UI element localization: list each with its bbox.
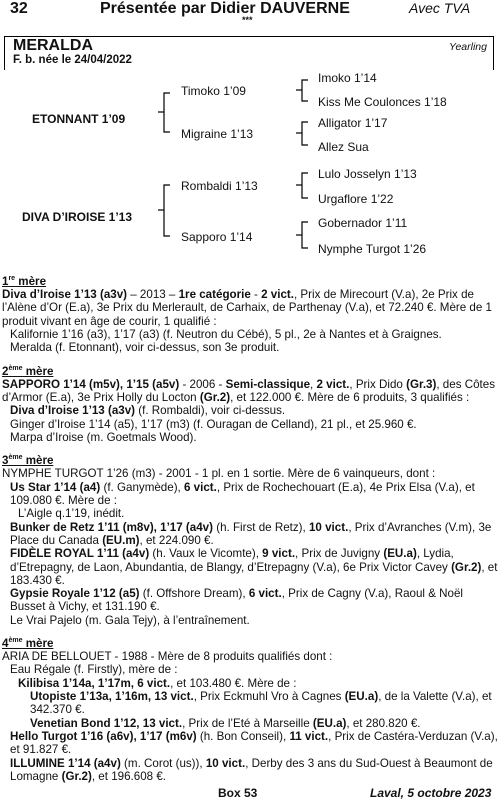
dam-3-produce-5: Le Vrai Pajelo (m. Gala Tejy), à l’entraînement. — [10, 613, 250, 627]
dam-3-entry: NYMPHE TURGOT 1’26 (m3) - 2001 - 1 pl. en 1 sortie. Mère de 6 vainqueurs, dont : — [2, 467, 436, 481]
dam-4-greatgrandproduce-2: Venetian Bond 1’12, 13 vict., Prix de l’Eté à Marseille (EU.a), et 280.820 €. — [30, 716, 421, 730]
dd-sire: Gobernador 1’11 — [318, 216, 408, 230]
ds-sire: Lulo Josselyn 1’13 — [318, 167, 417, 181]
dam-2-produce-3: Marpa d’Iroise (m. Goetmals Wood). — [10, 430, 197, 444]
sale-date: Laval, 5 octobre 2023 — [370, 786, 492, 800]
dam-3-grandproduce: L’Aigle q.1’19, inédit. — [18, 507, 125, 521]
ss-sire: Imoko 1’14 — [318, 71, 377, 85]
dam-dam: Sapporo 1’14 — [181, 230, 253, 244]
family-text — [0, 272, 500, 783]
dam-1-produce-2: Meralda (f. Etonnant), voir ci-dessus, son 3e produit. — [10, 341, 280, 355]
dam-4-entry: ARIA DE BELLOUET - 1988 - Mère de 8 produits qualifiés dont : — [2, 650, 333, 664]
section-title-2: 2ème mère — [2, 364, 54, 378]
horse-description: F. b. née le 24/04/2022 — [13, 54, 132, 66]
catalog-number: 32 — [10, 0, 28, 17]
page-header — [0, 0, 500, 25]
tva-label: Avec TVA — [409, 0, 471, 16]
sire-sire: Timoko 1’09 — [181, 84, 246, 98]
dam-4-produce-1: Eau Régale (f. Firstly), mère de : — [10, 663, 178, 677]
ds-dam: Urgaflore 1’22 — [318, 192, 394, 206]
horse-category: Yearling — [449, 41, 487, 53]
dam-4-produce-3: ILLUMINE 1’14 (a4v) (m. Corot (us)), 10 vict., Derby des 3 ans du Sud-Ouest à Beaumont de Lomagne (Gr.2), et 196.608 €. — [10, 756, 493, 783]
stars-mark: *** — [242, 15, 253, 25]
dam-3-produce-2: Bunker de Retz 1’11 (m8v), 1’17 (a4v) (h. First de Retz), 10 vict., Prix d’Avranches (V.m), 3e Place du Canada (EU.m), et 224.090 €. — [10, 520, 492, 547]
sire-name: ETONNANT 1’09 — [32, 112, 126, 126]
dam-2-produce-2: Ginger d’Iroise 1’14 (a5), 1’17 (m3) (f. Ouragan de Celland), 21 pl., et 25.960 €. — [10, 417, 417, 431]
presenter-title: Présentée par Didier DAUVERNE — [100, 0, 350, 17]
section-title-1: 1re mère — [2, 274, 47, 288]
dam-4-produce-2: Hello Turgot 1’16 (a6v), 1’17 (m6v) (h. Bon Conseil), 11 vict., Prix de Castéra-Verduzan (V.a), et 91.827 €. — [10, 729, 498, 757]
dam-3-produce-1: Us Star 1’14 (a4) (f. Ganymède), 6 vict., Prix de Rochechouart (E.a), 4e Prix Elsa (V.a), et 109.080 €. Mère de : — [10, 480, 475, 508]
sire-dam: Migraine 1’13 — [181, 127, 254, 141]
sd-dam: Allez Sua — [318, 140, 369, 154]
dam-3-produce-4: Gypsie Royale 1’12 (a5) (f. Offshore Dream), 6 vict., Prix de Cagny (V.a), Raoul & Noël Busset à Vichy, et 131.190 €. — [10, 587, 464, 614]
dam-name: DIVA D’IROISE 1’13 — [22, 210, 133, 224]
dam-1-entry: Diva d’Iroise 1’13 (a3v) – 2013 – 1re catégorie - 2 vict., Prix de Mirecourt (V.a), 2e Prix de l’Alène d’Or (E.a), 3e Prix du Merlerault, de Carhaix, de Parthenay (V.a), et 72.240 €. Mère de 1 produit vivant en âge de courir, 1 qualifié : — [2, 288, 492, 328]
dd-dam: Nymphe Turgot 1’26 — [318, 242, 427, 256]
horse-name: MERALDA — [13, 37, 93, 54]
sd-sire: Alligator 1’17 — [318, 116, 388, 130]
dam-2-produce-1: Diva d’Iroise 1’13 (a3v) (f. Rombaldi), voir ci-dessus. — [10, 404, 286, 418]
ss-dam: Kiss Me Coulonces 1’18 — [318, 95, 447, 109]
dam-1-produce-1: Kalifornie 1’16 (a3), 1’17 (a3) (f. Neutron du Cébé), 5 pl., 2e à Nantes et à Graignes. — [10, 328, 442, 342]
section-title-3: 3ème mère — [2, 454, 54, 468]
dam-sire: Rombaldi 1’13 — [181, 179, 258, 193]
dam-4-greatgrandproduce-1: Utopiste 1’13a, 1’16m, 13 vict., Prix Eckmuhl Vro à Cagnes (EU.a), de la Valette (V.a), et 342.370 €. — [30, 690, 492, 717]
dam-2-entry: SAPPORO 1’14 (m5v), 1’15 (a5v) - 2006 - Semi-classique, 2 vict., Prix Dido (Gr.3), des Côtes d’Armor (E.a), 3e Prix Holly du Locton (Gr.2), et 122.000 €. Mère de 6 produits, 3 qualifiés : — [2, 377, 496, 405]
dam-4-grandproduce-1: Kilibisa 1’14a, 1’17m, 6 vict., et 103.480 €. Mère de : — [18, 676, 297, 690]
dam-3-produce-3: FIDÈLE ROYAL 1’11 (a4v) (h. Vaux le Vicomte), 9 vict., Prix de Juvigny (EU.a), Lydia, d’Etrepagny, de Laon, Abundantia, de Blangy, d’Etrepagny (V.a), 6e Prix Victor Cavey (Gr.2), et 183.430 €. — [10, 547, 498, 587]
box-number: Box 53 — [218, 786, 258, 800]
section-title-4: 4ème mère — [2, 636, 54, 650]
